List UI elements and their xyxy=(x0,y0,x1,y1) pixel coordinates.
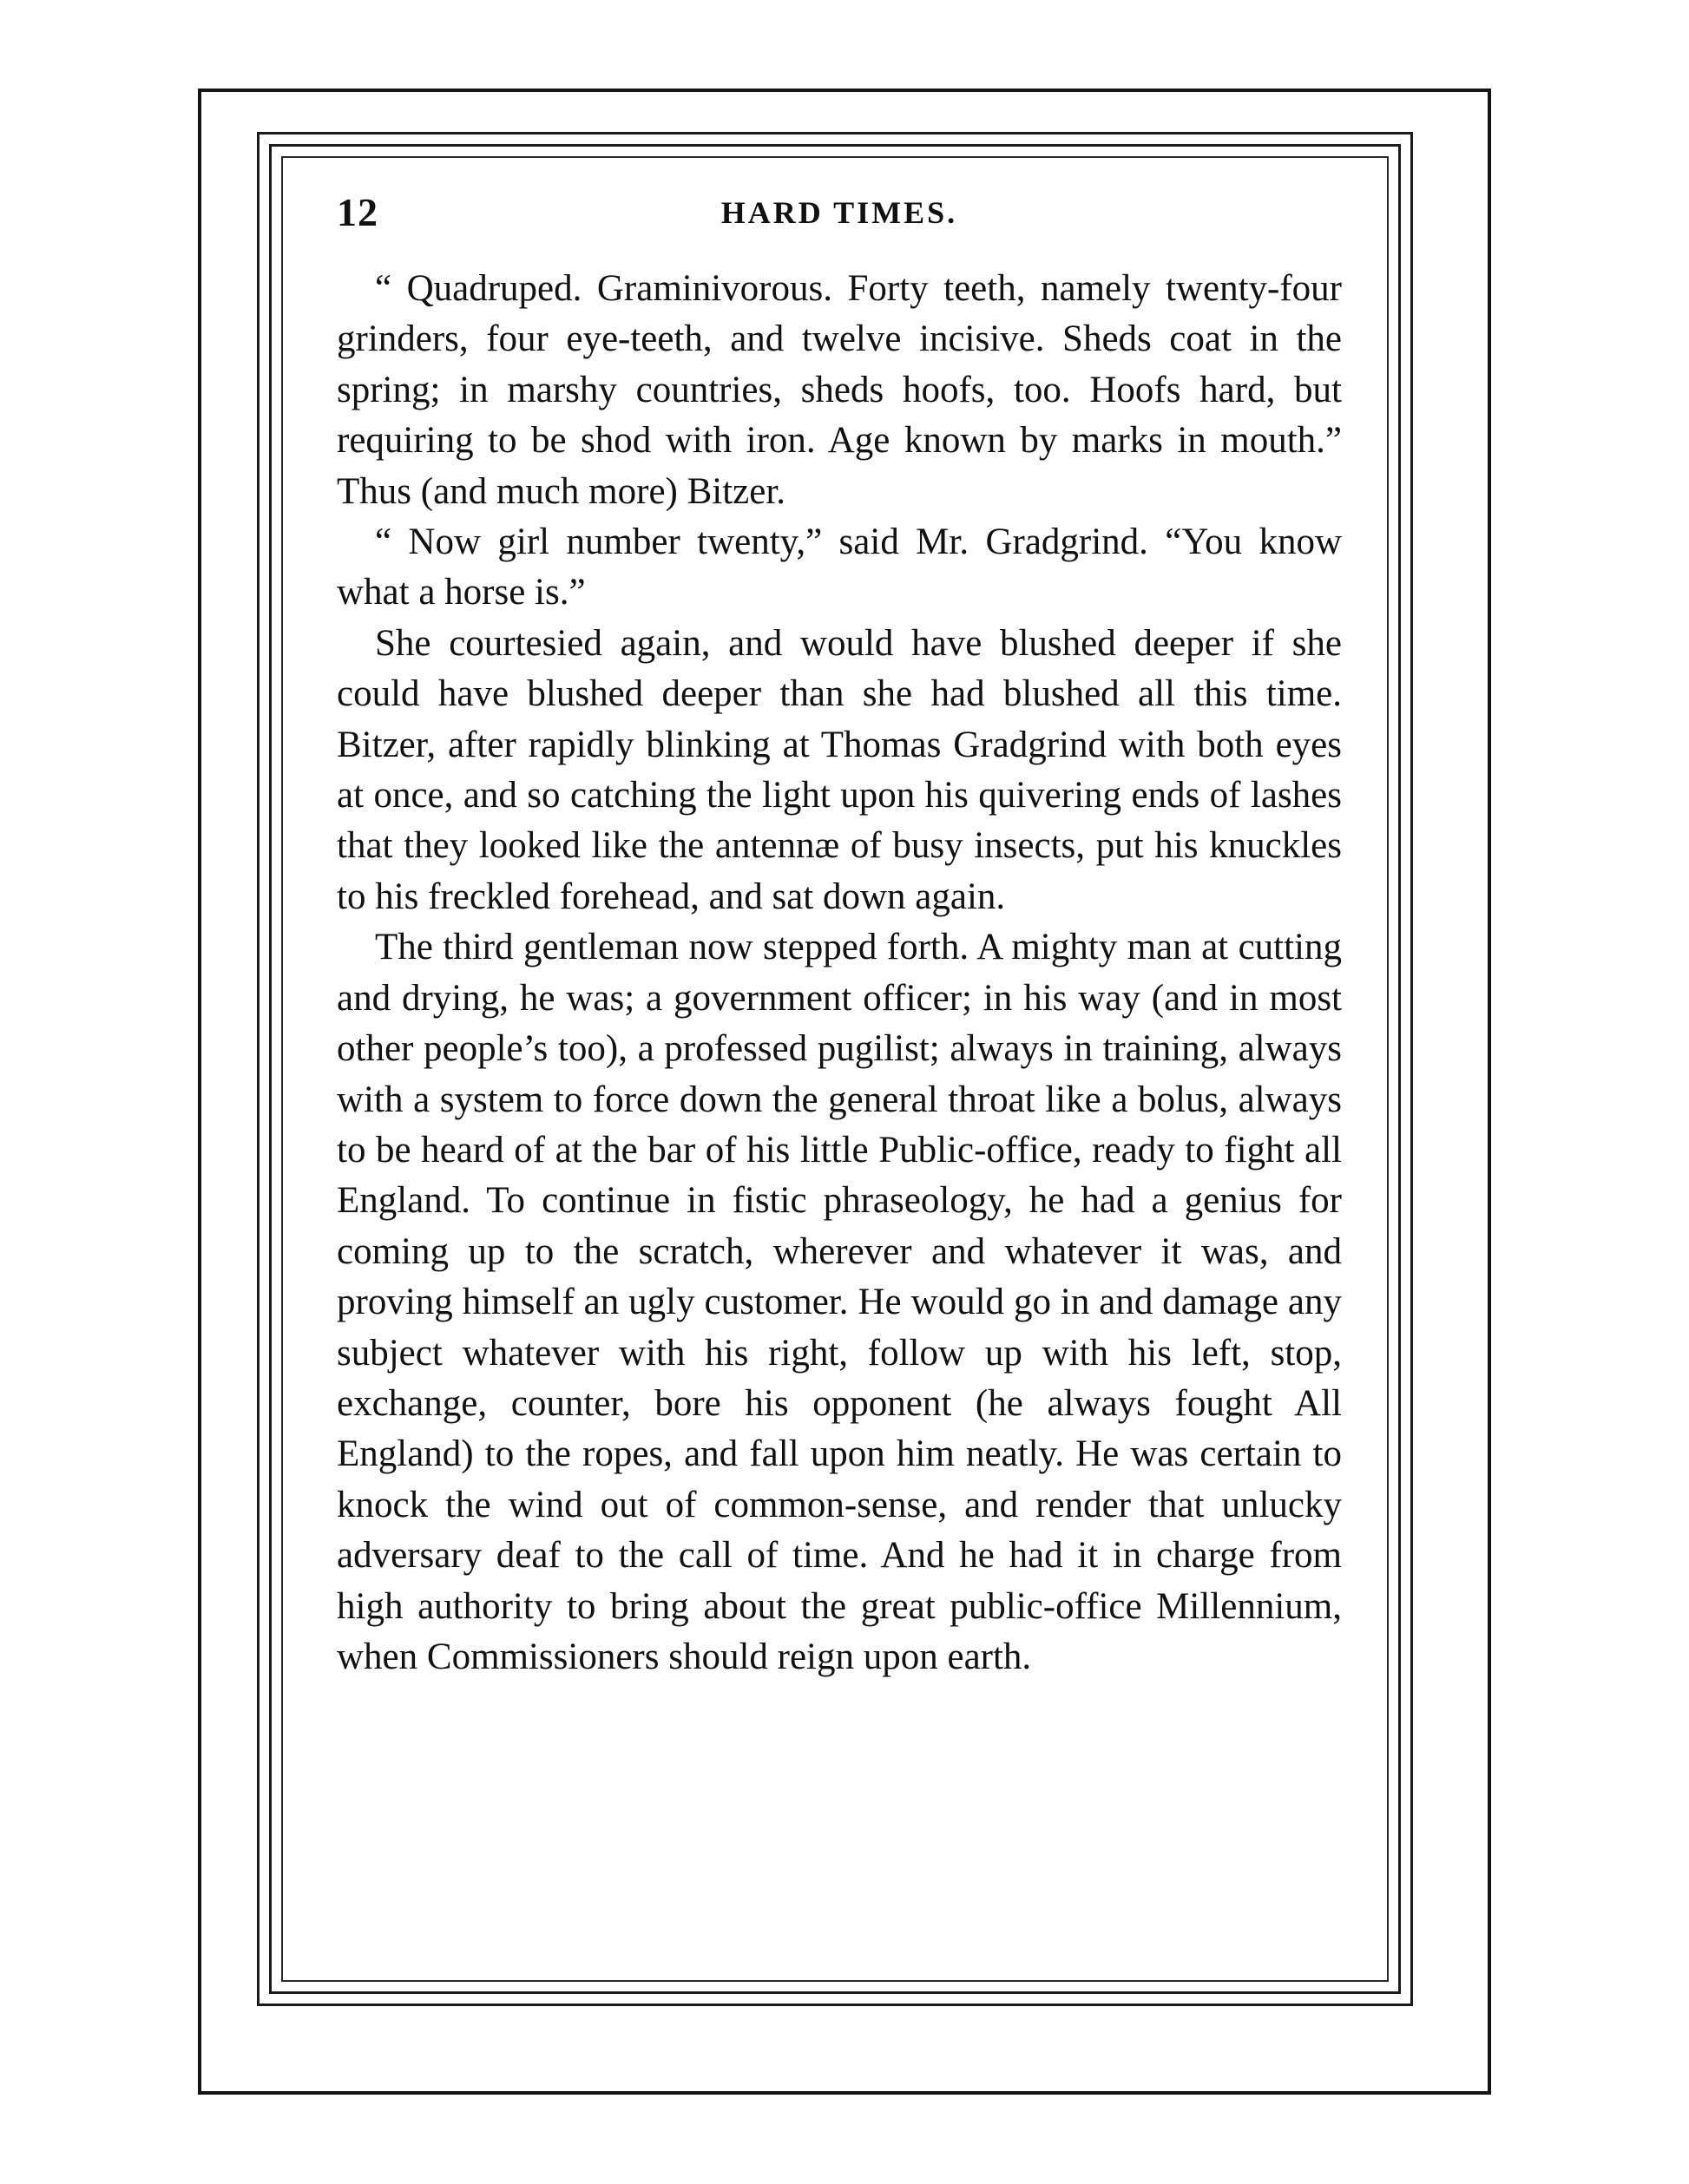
paragraph: The third gentleman now stepped forth. A mighty man at cutting and drying, he was; a government officer; in his way (and in most other people’s too), a professed pugilist; always in training, always with a system to force down the general throat like a bolus, always to be heard of at the bar of his little Public-office, ready to fight all England. To continue in fistic phraseology, he had a genius for coming up to the scratch, wherever and whatever it was, and proving himself an ugly customer. He would go in and damage any subject whatever with his right, follow up with his left, stop, exchange, counter, bore his opponent (he always fought All England) to the ropes, and fall upon him neatly. He was certain to knock the wind out of common-sense, and render that unlucky adversary deaf to the call of time. And he had it in charge from high authority to bring about the great public-office Millennium, when Commissioners should reign upon earth. xyxy=(337,927,1342,1677)
paragraph: “ Quadruped. Graminivorous. Forty teeth, namely twenty-four grinders, four eye-teeth, and twelve incisive. Sheds coat in the spring; in marshy countries, sheds hoofs, too. Hoofs hard, but requiring to be shod with iron. Age known by marks in mouth.” Thus (and much more) Bitzer. xyxy=(337,268,1342,512)
page-number: 12 xyxy=(337,190,378,234)
text-body xyxy=(337,264,1342,1682)
book-title: HARD TIMES. xyxy=(720,195,958,230)
paragraph: She courtesied again, and would have blushed deeper if she could have blushed deeper than she had blushed all this time. Bitzer, after rapidly blinking at Thomas Gradgrind with both eyes at once, and so catching the light upon his quivering ends of lashes that they looked like the antennæ of busy insects, put his knuckles to his freckled forehead, and sat down again. xyxy=(337,622,1342,917)
paragraph: “ Now girl number twenty,” said Mr. Gradgrind. “You know what a horse is.” xyxy=(337,521,1342,613)
running-head xyxy=(337,189,1342,241)
